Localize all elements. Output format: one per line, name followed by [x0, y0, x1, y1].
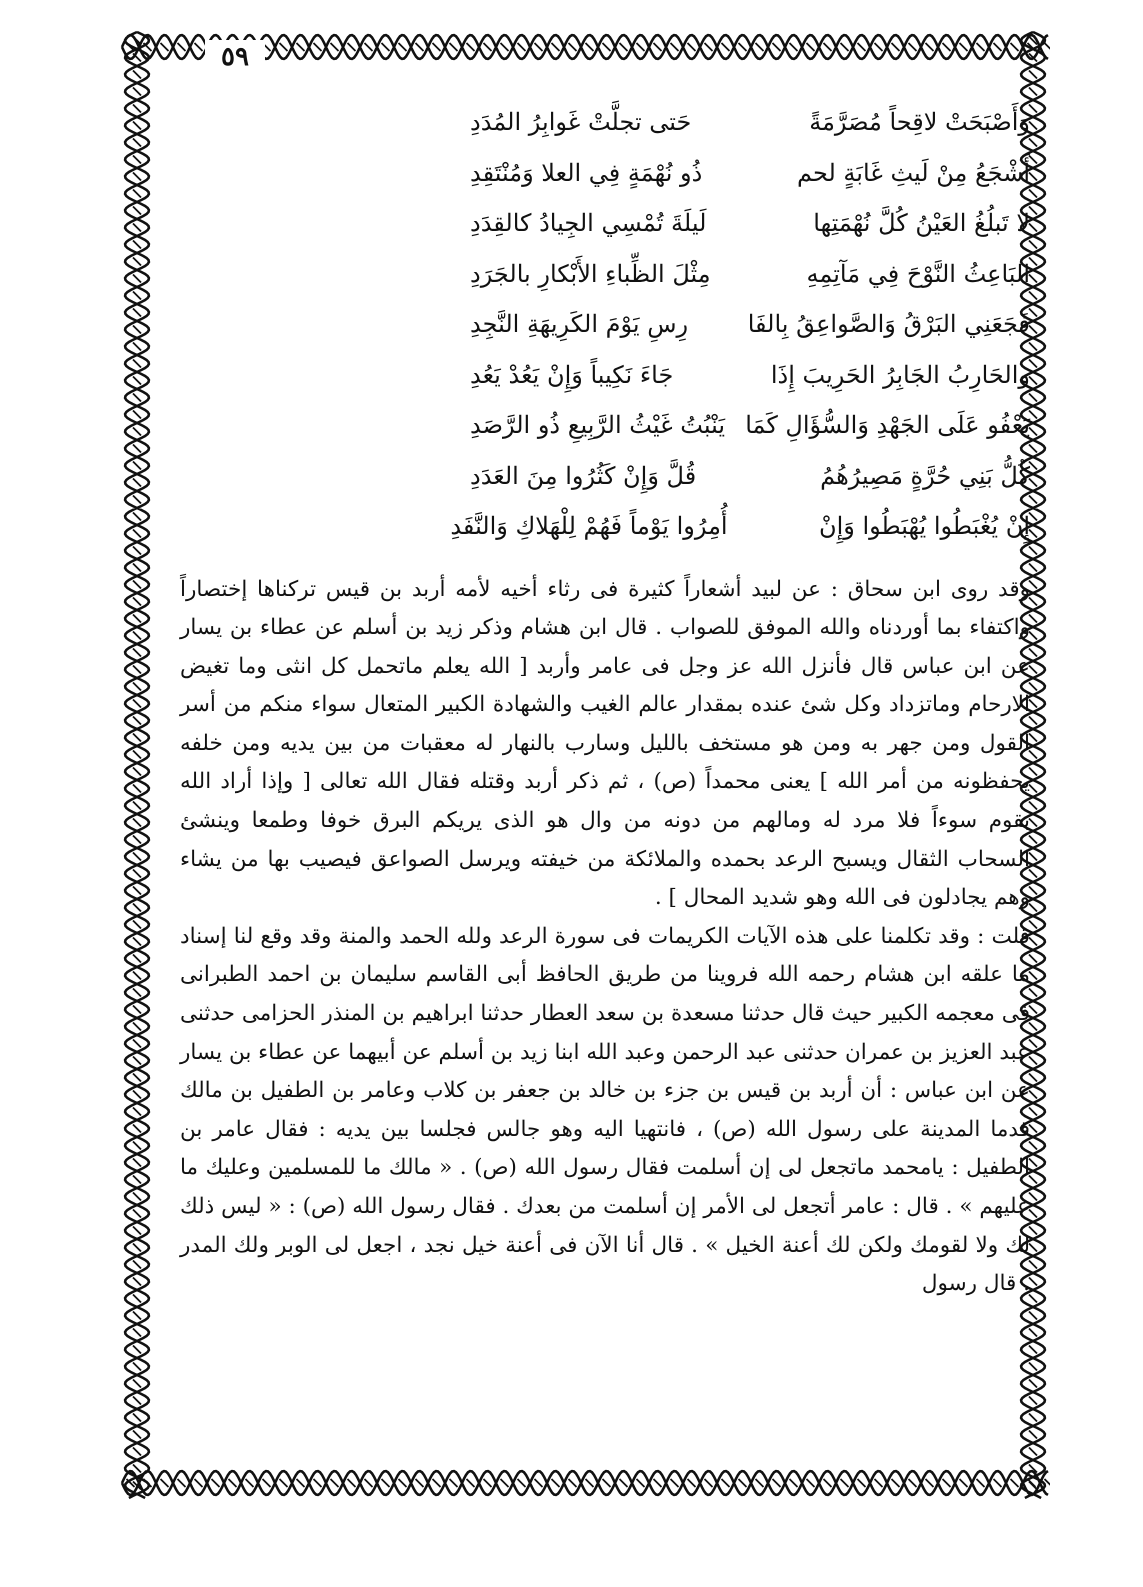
verse-line [470, 462, 1030, 513]
hemistich-second: لَيلَةَ تُمْسِي الجِيادُ كالقِدَدِ [470, 209, 707, 237]
hemistich-first: والحَارِبُ الجَابِرُ الحَرِيبَ إِذَا [770, 360, 1030, 389]
hemistich-first: لا تَبلُغُ العَيْنُ كُلَّ نُهْمَتِها [813, 209, 1030, 237]
hemistich-second: حَتى تجلَّتْ غَوابِرُ المُدَدِ [470, 108, 692, 136]
hemistich-first: إِنْ يُغْبَطُوا يُهْبَطُوا وَإِنْ [818, 512, 1030, 540]
page-number: ٥٩ [205, 40, 265, 74]
hemistich-second: مِثْلَ الظِّباءِ الأَبْكارِ بالجَرَدِ [470, 259, 711, 288]
verse-line [470, 260, 1030, 311]
hemistich-first: يَعْفُو عَلَى الجَهْدِ وَالسُّؤَالِ كَمَا [745, 411, 1030, 439]
hemistich-first: فَجَعَنِي البَرْقُ وَالصَّواعِقُ بِالفَا [747, 310, 1030, 338]
verse-line [470, 159, 1030, 210]
page-content [180, 108, 1030, 1483]
verse-line [450, 512, 1030, 563]
hemistich-second: قُلَّ وَإِنْ كَثُرُوا مِنَ العَدَدِ [470, 461, 697, 490]
prose-block [180, 571, 1030, 1304]
hemistich-second: ذُو نُهْمَةٍ فِي العلا وَمُنْتَقِدِ [470, 158, 703, 187]
hemistich-second: جَاءَ نَكِيباً وَإِنْ يَعُدْ يَعُدِ [470, 360, 674, 389]
hemistich-first: أَشْجَعُ مِنْ لَيثِ غَابَةٍ لحم [797, 158, 1030, 187]
hemistich-second: أُمِرُوا يَوْماً فَهُمْ لِلْهَلاكِ وَالنَّفَدِ [450, 512, 728, 540]
verse-line [470, 361, 1030, 412]
paragraph: وقد روى ابن سحاق : عن لبيد أشعاراً كثيرة فى رثاء أخيه لأمه أربد بن قيس تركناها إختصاراً واكتفاء بما أوردناه والله الموفق للصواب . قال ابن هشام وذكر زيد بن أسلم عن عطاء بن يسار عن ابن عباس قال فأنزل الله عز وجل فى عامر وأربد [ الله يعلم ماتحمل كل انثى وما تغيض الارحام وماتزداد وكل شئ عنده بمقدار عالم الغيب والشهادة الكبير المتعال سواء منكم من أسر القول ومن جهر به ومن هو مستخف بالليل وسارب بالنهار له معقبات من بين يديه ومن خلفه يحفظونه من أمر الله ] يعنى محمداً (ص) ، ثم ذكر أربد وقتله فقال الله تعالى [ وإذا أراد الله بقوم سوءاً فلا مرد له ومالهم من دونه من وال هو الذى يريكم البرق خوفا وطمعا وينشئ السحاب الثقال ويسبح الرعد بحمده والملائكة من خيفته ويرسل الصواعق فيصيب بها من يشاء وهم يجادلون فى الله وهو شديد المحال ] . [180, 576, 1030, 911]
verse-line [470, 411, 1030, 462]
verse-line [470, 108, 1030, 159]
hemistich-first: البَاعِثُ النَّوْحَ فِي مَآتِمِهِ [806, 259, 1030, 288]
paragraph: قلت : وقد تكلمنا على هذه الآيات الكريمات فى سورة الرعد ولله الحمد والمنة وقد وقع لنا إسناد ما علقه ابن هشام رحمه الله فروينا من طريق الحافظ أبى القاسم سليمان بن احمد الطبرانى فى معجمه الكبير حيث قال حدثنا مسعدة بن سعد العطار حدثنا ابراهيم بن المنذر الحزامى حدثنى عبد العزيز بن عمران حدثنى عبد الرحمن وعبد الله ابنا زيد بن أسلم عن أبيهما عن عطاء بن يسار عن ابن عباس : أن أربد بن قيس بن جزء بن خالد بن جعفر بن كلاب وعامر بن الطفيل بن مالك قدما المدينة على رسول الله (ص) ، فانتهيا اليه وهو جالس فجلسا بين يديه : فقال عامر بن الطفيل : يامحمد ماتجعل لى إن أسلمت فقال رسول الله (ص) . « مالك ما للمسلمين وعليك ما عليهم » . قال : عامر أتجعل لى الأمر إن أسلمت من بعدك . فقال رسول الله (ص) : « ليس ذلك لك ولا لقومك ولكن لك أعنة الخيل » . قال أنا الآن فى أعنة خيل نجد ، اجعل لى الوبر ولك المدر . قال رسول [180, 923, 1030, 1297]
hemistich-second: يَنْبُتُ غَيْثُ الرَّبِيعِ ذُو الرَّصَدِ [470, 411, 725, 439]
verse-line [470, 310, 1030, 361]
verse-line [470, 209, 1030, 260]
hemistich-first: كُلُّ بَنِي حُرَّةٍ مَصِيرُهُمُ [820, 461, 1030, 490]
hemistich-second: رِسِ يَوْمَ الكَرِيهَةِ النَّجِدِ [470, 310, 689, 338]
poem-block [450, 108, 1030, 563]
hemistich-first: وَأَصْبَحَتْ لاقِحاً مُصَرَّمَةً [809, 108, 1030, 136]
